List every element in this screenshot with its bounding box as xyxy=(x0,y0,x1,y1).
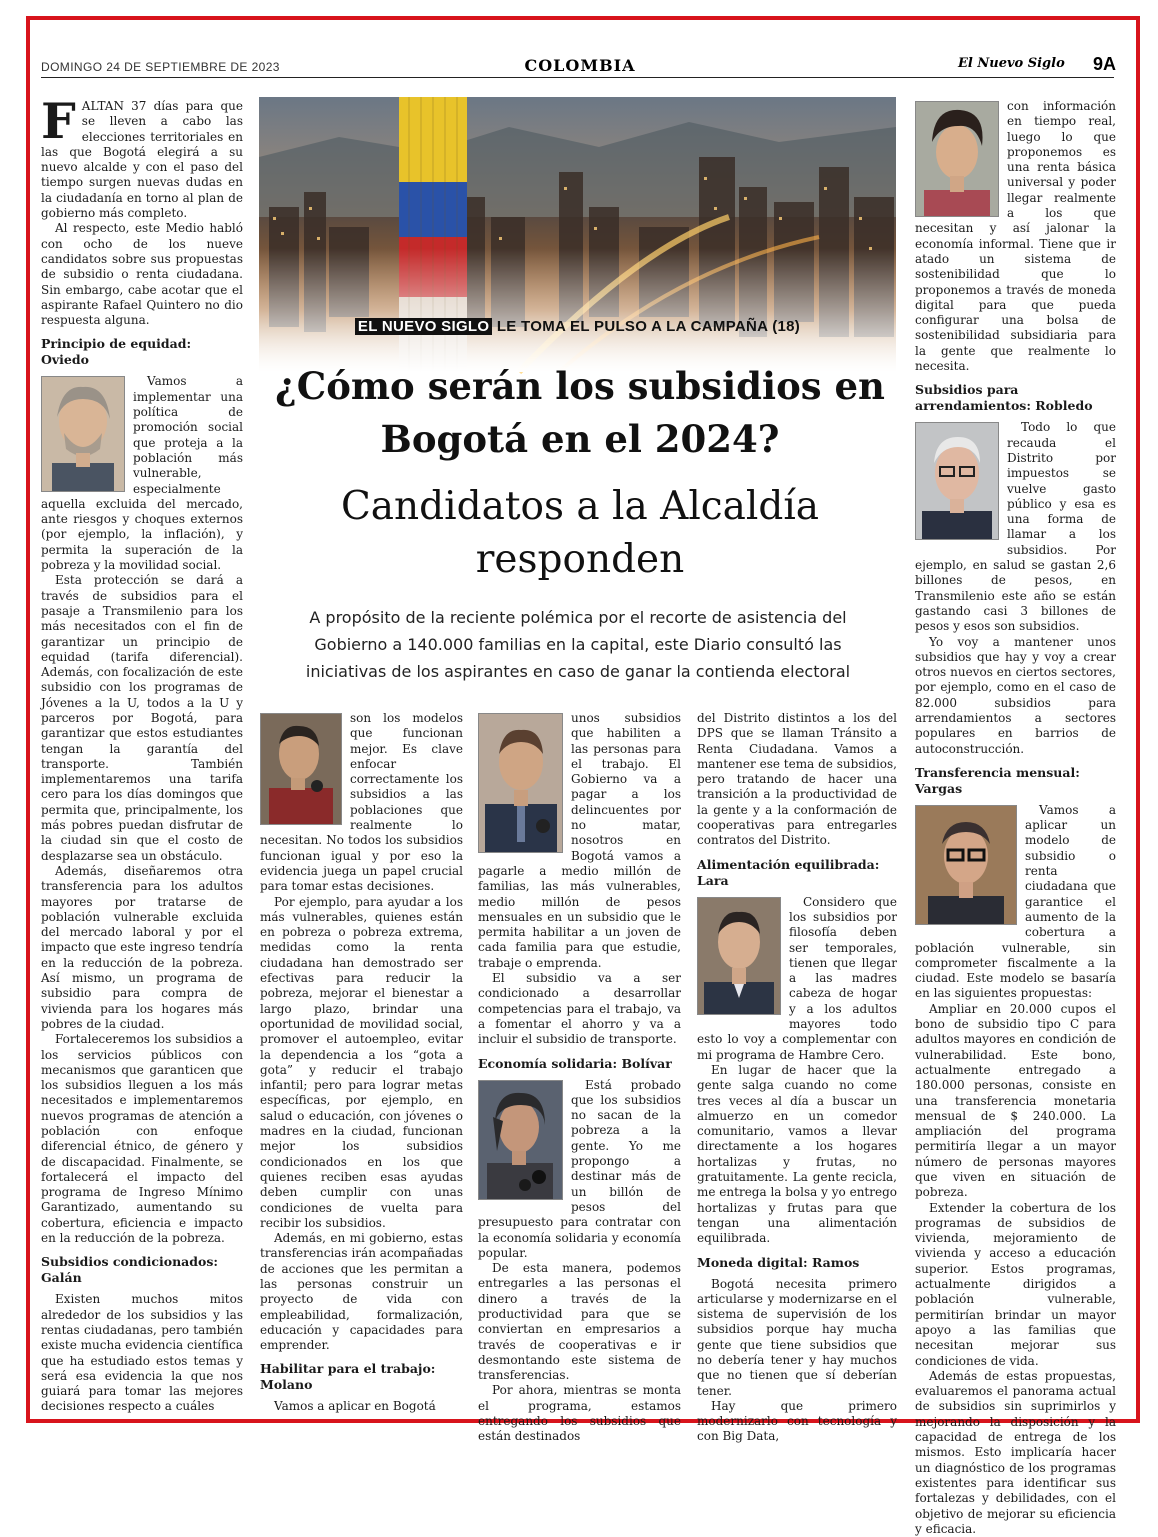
paragraph: Hay que primero modernizarlo con tecnología y con Big Data, xyxy=(697,1398,897,1444)
paragraph: con información en tiempo real, luego lo que proponemos es una renta básica universal y poder llegar realmente a los que necesitan y así jalonar la economía informal. Tiene que ir atado un sistema de sostenibilidad que lo proponemos a través de moneda digital para que pueda configurar una bolsa de sostenibilidad subsidiaria para la gente que realmente lo necesita. xyxy=(915,99,1116,374)
paragraph: Existen muchos mitos alrededor de los subsidios y las rentas ciudadanas, pero también existe mucha evidencia científica que ha estudiado estos temas y será esa evidencia la que nos guiará para tomar las mejores decisiones respecto a cuáles xyxy=(41,1292,243,1414)
paragraph: El subsidio va a ser condicionado a desarrollar competencias para el trabajo, va a fomentar el ahorro y va a incluir el subsidio de transporte. xyxy=(478,971,681,1047)
paragraph: Está probado que los subsidios no sacan de la pobreza a la gente. Yo me propongo a destinar más de un billón de pesos del presupuesto para contratar con la economía solidaria y economía popular. xyxy=(478,1077,681,1260)
photo-ramos xyxy=(915,101,999,217)
subhead-molano: Habilitar para el trabajo: Molano xyxy=(260,1361,436,1393)
paragraph: De esta manera, podemos entregarles a las personas el dinero a través de la productividad para que se conviertan en empresarios a través de cooperativas e ir desmontando este sistema de transferencias. xyxy=(478,1261,681,1383)
paragraph: Ampliar en 20.000 cupos el bono de subsidio tipo C para adultos mayores en condición de vulnerabilidad. Este bono, actualmente entregado a 180.000 personas, consiste en una transferencia monetaria mensual de $ 240.000. La ampliación del programa permitiría llegar a un mayor número de personas mayores que viven en situación de pobreza. xyxy=(915,1001,1116,1200)
paragraph: En lugar de hacer que la gente salga cuando no come tres veces al día a buscar un almuerzo en un comedor comunitario, vamos a llevar directamente a los hogares hortalizas y frutas, no gratuitamente. La gente recicla, me entrega la bolsa y yo entrego hortalizas y frutas para que tengan una alimentación equilibrada. xyxy=(697,1062,897,1246)
page-number: 9A xyxy=(1093,54,1117,74)
paragraph: son los modelos que funcionan mejor. Es clave enfocar correctamente los subsidios a las poblaciones que realmente lo necesitan. No todos los subsidios funcionan igual y por eso la evidencia juega un papel crucial para tomar estas decisiones. xyxy=(260,711,463,894)
paragraph: Además de estas propuestas, evaluaremos el panorama actual de subsidios sin suprimirlos y mejorando la disposición y la capacidad de entrega de los mismos. Esto implicaría hacer un diagnóstico de los programas existentes para identificar sus fortalezas y debilidades, con el objetivo de mejorar su eficiencia y eficacia. xyxy=(915,1368,1116,1536)
paragraph: unos subsidios que habiliten a las personas para el trabajo. El Gobierno va a pagar a los delincuentes por no matar, nosotros en Bogotá vamos a pagarle a medio millón de familias, las más vulnerables, medio millón de pesos mensuales en un subsidio que le permita habilitar a un joven de cada familia para que estudie, trabaje o emprenda. xyxy=(478,711,681,970)
paragraph: Por ejemplo, para ayudar a los más vulnerables, quienes están en pobreza o pobreza extrema, medidas como la renta ciudadana han demostrado ser efectivas para reducir la pobreza, mejorar el bienestar a largo plazo, brindar una oportunidad de movilidad social, promover el autoempleo, evitar la dependencia a los “gota a gota” y reducir el trabajo infantil; pero para lograr metas específicas, por ejemplo, en salud o educación, con jóvenes o madres en la ciudad, funcionan mejor los subsidios condicionados en los que quienes reciben esas ayudas deben cumplir con unas condiciones de vuelta para recibir los subsidios. xyxy=(260,894,463,1230)
subhead-ramos: Moneda digital: Ramos xyxy=(697,1254,860,1270)
paragraph: Además, diseñaremos otra transferencia para los adultos mayores por tratarse de población vulnerable excluida del mercado laboral y por el impacto que este ingreso tendría en la reducción de la pobreza. Así mismo, un programa de subsidio para compra de vivienda para los hogares más pobres de la ciudad. xyxy=(41,863,243,1031)
article-column-2 xyxy=(260,711,463,1414)
header-rule xyxy=(41,77,1114,78)
subhead-bolivar: Economía solidaria: Bolívar xyxy=(478,1055,672,1071)
paragraph: Vamos a aplicar un modelo de subsidio o renta ciudadana que garantice el aumento de la cobertura a población vulnerable, sin comprometer fiscalmente a la ciudad. Este modelo se basaría en las siguientes propuestas: xyxy=(915,802,1116,1001)
series-kicker xyxy=(259,318,896,335)
section-name: COLOMBIA xyxy=(524,56,636,75)
paragraph: Todo lo que recauda el Distrito por impuestos se vuelve gasto público y esa es una forma de llamar a los subsidios. Por ejemplo, en salud se gastan 2,6 billones de pesos, en Transmilenio este año se están gastando casi 3 billones de pesos y esos son subsidios. xyxy=(915,420,1116,634)
paragraph: Yo voy a mantener unos subsidios que hay y voy a crear otros nuevos en ciertos sectores, por ejemplo, como en el caso de 82.000 subsidios para arrendamientos a sectores populares en barrios de autoconstrucción. xyxy=(915,634,1116,756)
article-column-1 xyxy=(41,92,243,1414)
paragraph: Esta protección se dará a través de subsidios para el pasaje a Transmilenio para los más necesitados con el fin de garantizar un principio de equidad (tarifa diferencial). Además, con focalización de este subsidio con los programas de Jóvenes a la U, todos a la U y parceros por Bogotá, para garantizar que estos estudiantes tengan la garantía del transporte. También implementaremos una tarifa cero para los días domingos que permita que, principalmente, los más pobres puedan disfrutar de la ciudad sin que el costo de desplazarse sea un obstáculo. xyxy=(41,573,243,863)
deck-summary: A propósito de la reciente polémica por el recorte de asistencia del Gobierno a 140.000 familias en la capital, este Diario consultó las iniciativas de los aspirantes en caso de ganar la contienda electoral xyxy=(305,608,851,681)
subhead-galan: Subsidios condicionados: Galán xyxy=(41,1254,218,1286)
article-column-5 xyxy=(915,99,1116,1536)
photo-bolivar xyxy=(478,1080,563,1200)
photo-vargas xyxy=(915,805,1017,925)
photo-molano xyxy=(478,713,563,853)
photo-lara xyxy=(697,897,781,1015)
kicker-text: LE TOMA EL PULSO A LA CAMPAÑA (18) xyxy=(492,318,801,335)
paragraph: Además, en mi gobierno, estas transferencias irán acompañadas de acciones que les permitan a las personas construir un proyecto de vida con empleabilidad, formalización, educación y capacidades para emprender. xyxy=(260,1231,463,1353)
subheadline: Candidatos a la Alcaldía responden xyxy=(340,484,820,582)
subhead-lara: Alimentación equilibrada: Lara xyxy=(697,856,880,888)
paragraph: del Distrito distintos a los del DPS que se llaman Tránsito a Renta Ciudadana. Vamos a mantener ese tema de subsidios, pero tratando de hacer una transición a la productividad de la gente y a la conformación de cooperativas para entregarles contratos del Distrito. xyxy=(697,711,897,848)
lead-paragraph xyxy=(41,92,243,221)
subhead-oviedo: Principio de equidad: Oviedo xyxy=(41,336,192,368)
paragraph: Extender la cobertura de los programas de subsidios de vivienda, mejoramiento de vivienda y acceso a educación superior. Estos programas, actualmente dirigidos a población vulnerable, permitirían brindar un mayor apoyo a las familias que necesitan mejorar sus condiciones de vida. xyxy=(915,1200,1116,1368)
article-column-3 xyxy=(478,711,681,1444)
paragraph: Fortaleceremos los subsidios a los servicios públicos con mecanismos que garanticen que los subsidios lleguen a los más necesitados e implementaremos nuevos programas de atención a población con enfoque diferencial étnico, de género y de discapacidad. Finalmente, se fortalecerá el impacto del programa de Ingreso Mínimo Garantizado, aumentando su cobertura, eficiencia e impacto en la reducción de la pobreza. xyxy=(41,1032,243,1246)
paragraph: Al respecto, este Medio habló con ocho de los nueve candidatos sobre sus propuestas de subsidio o renta ciudadana. Sin embargo, cabe acotar que el aspirante Rafael Quintero no dio respuesta alguna. xyxy=(41,221,243,328)
photo-robledo xyxy=(915,422,999,540)
paragraph: Vamos a aplicar en Bogotá xyxy=(274,1399,436,1414)
paragraph: Por ahora, mientras se monta el programa, estamos entregando los subsidios que están destinados xyxy=(478,1383,681,1444)
issue-date: DOMINGO 24 DE SEPTIEMBRE DE 2023 xyxy=(41,60,280,74)
paragraph: Bogotá necesita primero articularse y modernizarse en el sistema de supervisión de los subsidios porque hay mucha gente que tiene subsidios que no debería tener y hay muchos que no tienen que sí deberían tener. xyxy=(697,1276,897,1398)
subhead-vargas: Transferencia mensual: Vargas xyxy=(915,764,1080,796)
dropcap: F xyxy=(41,92,76,150)
kicker-brand: EL NUEVO SIGLO xyxy=(355,318,492,335)
headline: ¿Cómo serán los subsidios en Bogotá en el 2024? xyxy=(275,364,885,461)
photo-galan xyxy=(260,713,342,825)
paragraph: Considero que los subsidios por filosofía deben ser temporales, tienen que llegar a las madres cabeza de hogar y a los adultos mayores todo esto lo voy a complementar con mi programa de Hambre Cero. xyxy=(697,894,897,1062)
paragraph: Vamos a implementar una política de promoción social que proteja a la población más vulnerable, especialmente aquella excluida del mercado, ante riesgos y choques externos (por ejemplo, la inflación), y permita la superación de la pobreza y la movilidad social. xyxy=(41,374,243,573)
lead-text: ALTAN 37 días para que se lleven a cabo las elecciones territoriales en las que Bogotá elegirá a su nuevo alcalde y con el paso del tiempo surgen nuevas dudas en la ciudadanía en torno al plan de gobierno más completo. xyxy=(41,99,243,221)
subhead-robledo: Subsidios para arrendamientos: Robledo xyxy=(915,382,1093,414)
article-column-4 xyxy=(697,711,897,1444)
photo-oviedo xyxy=(41,376,125,492)
newspaper-name: El Nuevo Siglo xyxy=(958,56,1065,71)
